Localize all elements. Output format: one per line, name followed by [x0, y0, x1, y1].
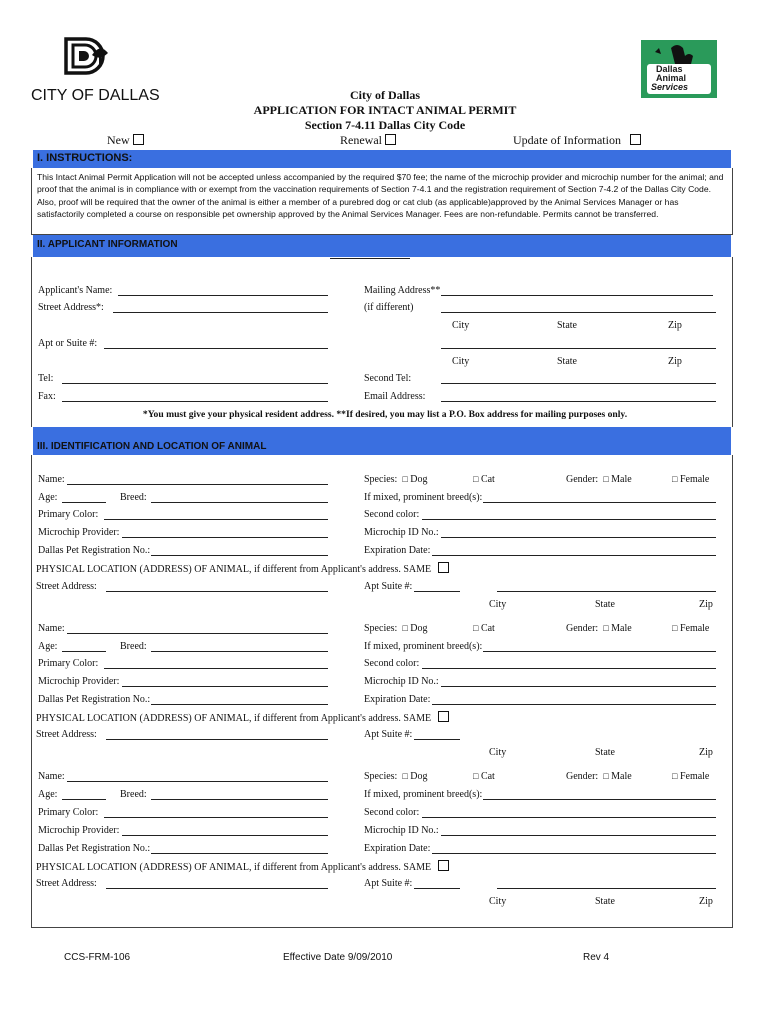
female-option: [672, 474, 709, 485]
same-checkbox[interactable]: [438, 711, 449, 722]
microchip-id-field[interactable]: [441, 686, 716, 687]
mailing-state-label: State: [557, 320, 577, 331]
dog-checkbox[interactable]: □: [402, 623, 408, 633]
animal-name-field[interactable]: [67, 633, 328, 634]
mailing-city-state-field[interactable]: [441, 348, 716, 349]
microchip-provider-field[interactable]: [122, 686, 328, 687]
microchip-id-label: Microchip ID No.:: [364, 825, 439, 836]
tel-label: Tel:: [38, 373, 54, 384]
mailing-address-field[interactable]: [441, 295, 713, 296]
dog-label: Dog: [410, 474, 428, 485]
second-color-label: Second color:: [364, 658, 420, 669]
gender-label: Gender:: [566, 623, 599, 634]
physical-location-option: [36, 562, 449, 575]
gender-option: [566, 474, 632, 485]
mixed-breed-field[interactable]: [483, 651, 716, 652]
applicant-zip-label: Zip: [668, 356, 682, 367]
dog-checkbox[interactable]: □: [402, 771, 408, 781]
male-label: Male: [611, 623, 632, 634]
location-city-label: City: [489, 599, 507, 610]
microchip-id-field[interactable]: [441, 537, 716, 538]
primary-color-field[interactable]: [104, 519, 328, 520]
physical-location-option: [36, 860, 449, 873]
expiration-label: Expiration Date:: [364, 545, 431, 556]
email-field[interactable]: [441, 401, 716, 402]
location-street-label: Street Address:: [36, 581, 97, 592]
animal-name-field[interactable]: [67, 781, 328, 782]
breed-field[interactable]: [151, 651, 328, 652]
city-logo: [62, 37, 118, 80]
email-label: Email Address:: [364, 391, 426, 402]
applicant-title: II. APPLICANT INFORMATION: [37, 239, 178, 250]
location-city-field[interactable]: [497, 888, 716, 889]
mixed-breed-label: If mixed, prominent breed(s):: [364, 641, 483, 652]
new-checkbox[interactable]: [133, 134, 144, 145]
cat-label: Cat: [480, 771, 495, 782]
microchip-provider-field[interactable]: [122, 835, 328, 836]
location-zip-label: Zip: [699, 896, 713, 907]
applicant-name-label: Applicant's Name:: [38, 285, 113, 296]
animal-name-field[interactable]: [67, 484, 328, 485]
update-checkbox[interactable]: [630, 134, 641, 145]
male-checkbox[interactable]: □: [603, 474, 609, 484]
mailing-zip-label: Zip: [668, 320, 682, 331]
applicant-header: [33, 235, 731, 257]
registration-label: Dallas Pet Registration No.:: [38, 694, 151, 705]
dog-label: Dog: [410, 771, 428, 782]
cat-label: Cat: [480, 474, 495, 485]
physical-location-label: PHYSICAL LOCATION (ADDRESS) OF ANIMAL, if different from Applicant's address. SAME: [36, 862, 432, 873]
primary-color-label: Primary Color:: [38, 658, 99, 669]
microchip-provider-label: Microchip Provider:: [38, 825, 120, 836]
mixed-breed-field[interactable]: [483, 799, 716, 800]
primary-color-label: Primary Color:: [38, 509, 99, 520]
male-checkbox[interactable]: □: [603, 623, 609, 633]
primary-color-field[interactable]: [104, 668, 328, 669]
female-checkbox[interactable]: □: [672, 771, 678, 781]
effective-date: Effective Date 9/09/2010: [283, 952, 393, 963]
species-option: [364, 771, 428, 782]
registration-label: Dallas Pet Registration No.:: [38, 545, 151, 556]
species-label: Species:: [364, 623, 398, 634]
location-city-label: City: [489, 747, 507, 758]
registration-label: Dallas Pet Registration No.:: [38, 843, 151, 854]
microchip-id-label: Microchip ID No.:: [364, 676, 439, 687]
expiration-field[interactable]: [432, 555, 716, 556]
microchip-provider-label: Microchip Provider:: [38, 676, 120, 687]
mixed-breed-label: If mixed, prominent breed(s):: [364, 492, 483, 503]
second-color-field[interactable]: [422, 668, 716, 669]
street-address-label: Street Address*:: [38, 302, 104, 313]
female-label: Female: [679, 771, 710, 782]
applicant-city-label: City: [452, 356, 470, 367]
applicant-state-label: State: [557, 356, 577, 367]
location-state-label: State: [595, 896, 615, 907]
renewal-checkbox[interactable]: [385, 134, 396, 145]
gender-label: Gender:: [566, 474, 599, 485]
female-label: Female: [679, 474, 710, 485]
female-option: [672, 623, 709, 634]
city-label: CITY OF DALLAS: [31, 87, 160, 104]
fax-field[interactable]: [62, 401, 328, 402]
expiration-field[interactable]: [432, 853, 716, 854]
species-label: Species:: [364, 474, 398, 485]
if-different-label: (if different): [364, 302, 414, 313]
second-color-label: Second color:: [364, 509, 420, 520]
address-note: *You must give your physical resident address. **If desired, you may list a P.O. Box address for mailing purposes only.: [142, 409, 628, 420]
location-apt-label: Apt Suite #:: [364, 581, 413, 592]
new-label: New: [107, 133, 130, 147]
location-street-field[interactable]: [106, 888, 328, 889]
expiration-label: Expiration Date:: [364, 843, 431, 854]
cat-checkbox[interactable]: □: [473, 623, 479, 633]
species-option: [364, 623, 428, 634]
cat-option: [473, 771, 495, 782]
primary-color-field[interactable]: [104, 817, 328, 818]
location-street-field[interactable]: [106, 591, 328, 592]
female-checkbox[interactable]: □: [672, 474, 678, 484]
expiration-label: Expiration Date:: [364, 694, 431, 705]
city-logo-icon: [62, 37, 118, 75]
physical-location-label: PHYSICAL LOCATION (ADDRESS) OF ANIMAL, if different from Applicant's address. SAME: [36, 564, 432, 575]
age-field[interactable]: [62, 799, 106, 800]
microchip-provider-label: Microchip Provider:: [38, 527, 120, 538]
location-street-label: Street Address:: [36, 729, 97, 740]
second-tel-label: Second Tel:: [364, 373, 412, 384]
title-application: APPLICATION FOR INTACT ANIMAL PERMIT: [253, 103, 517, 117]
registration-field[interactable]: [151, 555, 328, 556]
fax-label: Fax:: [38, 391, 56, 402]
cat-checkbox[interactable]: □: [473, 474, 479, 484]
gender-option: [566, 623, 632, 634]
instructions-text: This Intact Animal Permit Application will not be accepted unless accompanied by the required $70 fee; the name of the microchip provider and microchip number for the animal; and proof that the animal is in compliance with or exempt from the vaccination requirements of Section 7-4.1 and the registration requirement of Section 7-4.2 of the Dallas City Code. Also, proof will be required that the owner of the animal is either a member of a purebred dog or cat club (as applicable)approved by the Animal Services Manager or has satisfactorily completed a course on responsible pet ownership approved by the Animal Services Manager. Fees are non-refundable. Permits cannot be transferred.: [37, 172, 724, 219]
identification-title: III. IDENTIFICATION AND LOCATION OF ANIMAL: [37, 441, 267, 452]
primary-color-label: Primary Color:: [38, 807, 99, 818]
same-checkbox[interactable]: [438, 562, 449, 573]
animal-name-label: Name:: [38, 474, 65, 485]
age-label: Age:: [38, 789, 58, 800]
breed-label: Breed:: [120, 641, 147, 652]
mailing-city-label: City: [452, 320, 470, 331]
age-field[interactable]: [62, 502, 106, 503]
expiration-field[interactable]: [432, 704, 716, 705]
male-label: Male: [611, 771, 632, 782]
male-label: Male: [611, 474, 632, 485]
age-label: Age:: [38, 641, 58, 652]
street-address-field[interactable]: [113, 312, 328, 313]
identification-header: [33, 427, 731, 455]
location-zip-label: Zip: [699, 747, 713, 758]
microchip-id-field[interactable]: [441, 835, 716, 836]
cat-checkbox[interactable]: □: [473, 771, 479, 781]
location-apt-label: Apt Suite #:: [364, 878, 413, 889]
applicant-name-field[interactable]: [118, 295, 328, 296]
update-label: Update of Information: [513, 133, 621, 147]
location-state-label: State: [595, 747, 615, 758]
cat-option: [473, 474, 495, 485]
renewal-option: [340, 133, 396, 148]
update-option: [513, 133, 641, 148]
dog-checkbox[interactable]: □: [402, 474, 408, 484]
species-label: Species:: [364, 771, 398, 782]
gender-option: [566, 771, 632, 782]
location-apt-field[interactable]: [414, 739, 460, 740]
location-apt-label: Apt Suite #:: [364, 729, 413, 740]
mailing-address-field-2[interactable]: [441, 312, 716, 313]
second-tel-field[interactable]: [441, 383, 716, 384]
age-field[interactable]: [62, 651, 106, 652]
logo-line-2: Animal: [656, 73, 687, 83]
breed-field[interactable]: [151, 502, 328, 503]
tel-field[interactable]: [62, 383, 328, 384]
apt-suite-label: Apt or Suite #:: [38, 338, 98, 349]
location-city-field[interactable]: [497, 591, 716, 592]
gender-label: Gender:: [566, 771, 599, 782]
dog-label: Dog: [410, 623, 428, 634]
second-color-label: Second color:: [364, 807, 420, 818]
location-state-label: State: [595, 599, 615, 610]
mixed-breed-field[interactable]: [483, 502, 716, 503]
microchip-provider-field[interactable]: [122, 537, 328, 538]
mixed-breed-label: If mixed, prominent breed(s):: [364, 789, 483, 800]
form-number: CCS-FRM-106: [64, 952, 131, 963]
location-street-field[interactable]: [106, 739, 328, 740]
microchip-id-label: Microchip ID No.:: [364, 527, 439, 538]
cat-option: [473, 623, 495, 634]
location-zip-label: Zip: [699, 599, 713, 610]
same-checkbox[interactable]: [438, 860, 449, 871]
cat-label: Cat: [480, 623, 495, 634]
animal-name-label: Name:: [38, 623, 65, 634]
logo-line-1: Dallas: [656, 64, 683, 74]
instructions-title: I. INSTRUCTIONS:: [37, 152, 133, 164]
breed-label: Breed:: [120, 789, 147, 800]
species-option: [364, 474, 428, 485]
location-street-label: Street Address:: [36, 878, 97, 889]
revision: Rev 4: [583, 952, 610, 963]
physical-location-label: PHYSICAL LOCATION (ADDRESS) OF ANIMAL, if different from Applicant's address. SAME: [36, 713, 432, 724]
location-apt-field[interactable]: [414, 888, 460, 889]
renewal-label: Renewal: [340, 133, 382, 147]
mailing-address-label: Mailing Address**: [364, 285, 441, 296]
instructions-header: [33, 150, 731, 168]
location-city-label: City: [489, 896, 507, 907]
age-label: Age:: [38, 492, 58, 503]
registration-field[interactable]: [151, 853, 328, 854]
second-color-field[interactable]: [422, 817, 716, 818]
physical-location-option: [36, 711, 449, 724]
location-apt-field[interactable]: [414, 591, 460, 592]
new-option: [107, 133, 144, 148]
female-label: Female: [679, 623, 710, 634]
female-checkbox[interactable]: □: [672, 623, 678, 633]
animal-name-label: Name:: [38, 771, 65, 782]
title-section: Section 7-4.11 Dallas City Code: [304, 118, 466, 132]
second-color-field[interactable]: [422, 519, 716, 520]
male-checkbox[interactable]: □: [603, 771, 609, 781]
breed-field[interactable]: [151, 799, 328, 800]
breed-label: Breed:: [120, 492, 147, 503]
female-option: [672, 771, 709, 782]
registration-field[interactable]: [151, 704, 328, 705]
logo-line-3: Services: [651, 82, 689, 92]
title-city: City of Dallas: [350, 88, 420, 102]
apt-suite-field[interactable]: [104, 348, 328, 349]
